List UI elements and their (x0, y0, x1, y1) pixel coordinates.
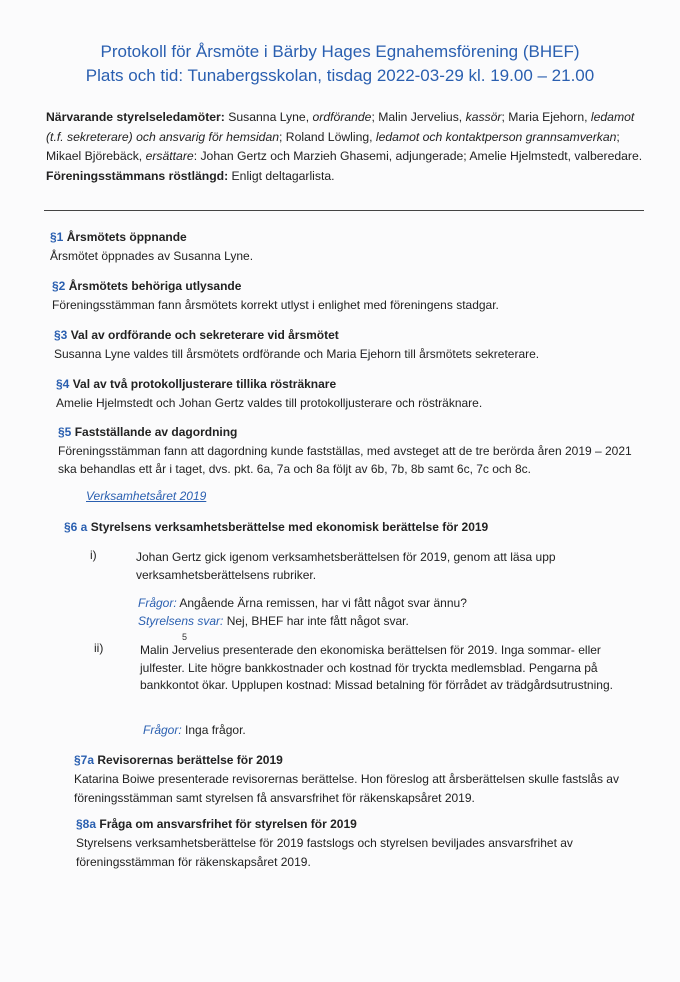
question-line (138, 595, 618, 613)
section-8a (76, 815, 636, 872)
handwritten-mark: 5 (182, 632, 188, 642)
section-heading (58, 423, 644, 442)
section-title: Fråga om ansvarsfrihet för styrelsen för 2019 (96, 817, 357, 831)
answer-line (138, 613, 618, 631)
section-title: Revisorernas berättelse för 2019 (94, 753, 283, 767)
year-subheading: Verksamhetsåret 2019 (86, 489, 207, 503)
section-title: Årsmötets behöriga utlysande (65, 279, 242, 293)
section-heading (64, 518, 644, 537)
attendee-role: kassör (465, 110, 502, 124)
item-marker: i) (90, 548, 97, 562)
section-2 (52, 277, 652, 315)
roll-label: Föreningsstämmans röstlängd: (46, 168, 229, 183)
section-heading (76, 815, 636, 834)
section-body: Årsmötet öppnades av Susanna Lyne. (50, 249, 254, 263)
item-text: Malin Jervelius presenterade den ekonomiska berättelsen för 2019. Inga sommar- eller julfester. Lite högre bankkostnader och kostnad för tryckta medlemsblad. Pengarna på bankkontot ökar. Upplupen kostnad: Missad betalning för förrådet av trädgårdsutrustning. (140, 643, 613, 692)
attendees-text: ; Malin Jervelius, (371, 110, 466, 124)
attendee-role: ledamot och kontaktperson grannsamverkan (375, 129, 617, 144)
section-6a (64, 518, 644, 537)
section-7a (74, 751, 644, 808)
section-body: Katarina Boiwe presenterade revisorernas berättelse. Hon föreslog att årsberättelsen skulle fastslås av föreningsstämman samt styrelsen få ansvarsfrihet för räkenskapsåret 2019. (74, 772, 619, 805)
section-title: Val av ordförande och sekreterare vid årsmötet (67, 328, 339, 342)
question-text: Angående Ärna remissen, har vi fått något svar ännu? (176, 596, 467, 610)
section-heading (74, 751, 644, 770)
attendees-text: ; Mikael Björebäck, (46, 129, 620, 163)
roll-value: Enligt deltagarlista. (228, 168, 335, 183)
section-4 (56, 375, 656, 413)
section-5 (58, 423, 644, 478)
attendee-role: ordförande (312, 110, 372, 124)
section-body: Amelie Hjelmstedt och Johan Gertz valdes till protokolljusterare och rösträknare. (56, 396, 483, 410)
attendees-text: : Johan Gertz och Marzieh Ghasemi, adjungerade; Amelie Hjelmstedt, valberedare. (193, 149, 643, 163)
section-number: §3 (54, 328, 68, 342)
section-heading (54, 326, 654, 345)
section-heading (50, 228, 650, 247)
section-body: Föreningsstämman fann årsmötets korrekt utlyst i enlighet med föreningens stadgar. (52, 298, 499, 312)
section-title: Val av två protokolljusterare tillika rösträknare (69, 377, 337, 391)
section-title: Styrelsens verksamhetsberättelse med ekonomisk berättelse för 2019 (87, 520, 489, 534)
question-line (143, 722, 623, 740)
section-body: Susanna Lyne valdes till årsmötets ordförande och Maria Ejehorn till årsmötets sekreterare. (54, 347, 540, 361)
item-text: Johan Gertz gick igenom verksamhetsberättelsen för 2019, genom att läsa upp verksamhetsberättelsens rubriker. (136, 550, 556, 582)
item-marker: ii) (94, 641, 104, 655)
question-block (138, 595, 618, 630)
question-label: Frågor: (143, 723, 182, 737)
section-body: Styrelsens verksamhetsberättelse för 2019 fastslogs och styrelsen beviljades ansvarsfrihet av föreningsstämman för räkenskapsåret 2019. (76, 836, 573, 869)
section-heading (56, 375, 656, 394)
divider-line (44, 210, 644, 211)
question-label: Frågor: (138, 596, 177, 610)
section-number: §8a (76, 817, 97, 831)
attendees-text: Susanna Lyne, (224, 110, 313, 124)
section-number: §6 a (64, 520, 88, 534)
section-number: §7a (74, 753, 95, 767)
attendees-text: ; Roland Löwling, (279, 129, 376, 144)
section-title: Årsmötets öppnande (63, 230, 187, 244)
section-number: §4 (56, 377, 70, 391)
attendees-label: Närvarande styrelseledamöter: (46, 110, 225, 124)
attendee-role: ersättare (145, 149, 194, 163)
section-body: Föreningsstämman fann att dagordning kunde fastställas, med avsteget att de tre berörda åren 2019 – 2021 ska behandlas ett år i taget, dvs. pkt. 6a, 7a och 8a följt av 6b, 7b, 8b samt 6c, 7c och 8c. (58, 444, 632, 476)
section-heading (52, 277, 652, 296)
question-text: Inga frågor. (181, 723, 246, 737)
answer-text: Nej, BHEF har inte fått något svar. (223, 613, 409, 628)
section-3 (54, 326, 654, 364)
attendees-block (46, 108, 646, 186)
meeting-place-time: Plats och tid: Tunabergsskolan, tisdag 2022-03-29 kl. 19.00 – 21.00 (85, 66, 595, 85)
section-number: §5 (58, 425, 72, 439)
answer-label: Styrelsens svar: (138, 613, 224, 628)
document-title: Protokoll för Årsmöte i Bärby Hages Egnahemsförening (BHEF) (100, 42, 580, 61)
section-title: Fastställande av dagordning (71, 425, 238, 439)
attendee-role: ledamot (t.f. sekreterare) och ansvarig för hemsidan (46, 110, 635, 144)
section-number: §1 (50, 230, 64, 244)
section-number: §2 (52, 279, 66, 293)
attendees-text: ; Maria Ejehorn, (501, 110, 591, 124)
section-1 (50, 228, 650, 266)
